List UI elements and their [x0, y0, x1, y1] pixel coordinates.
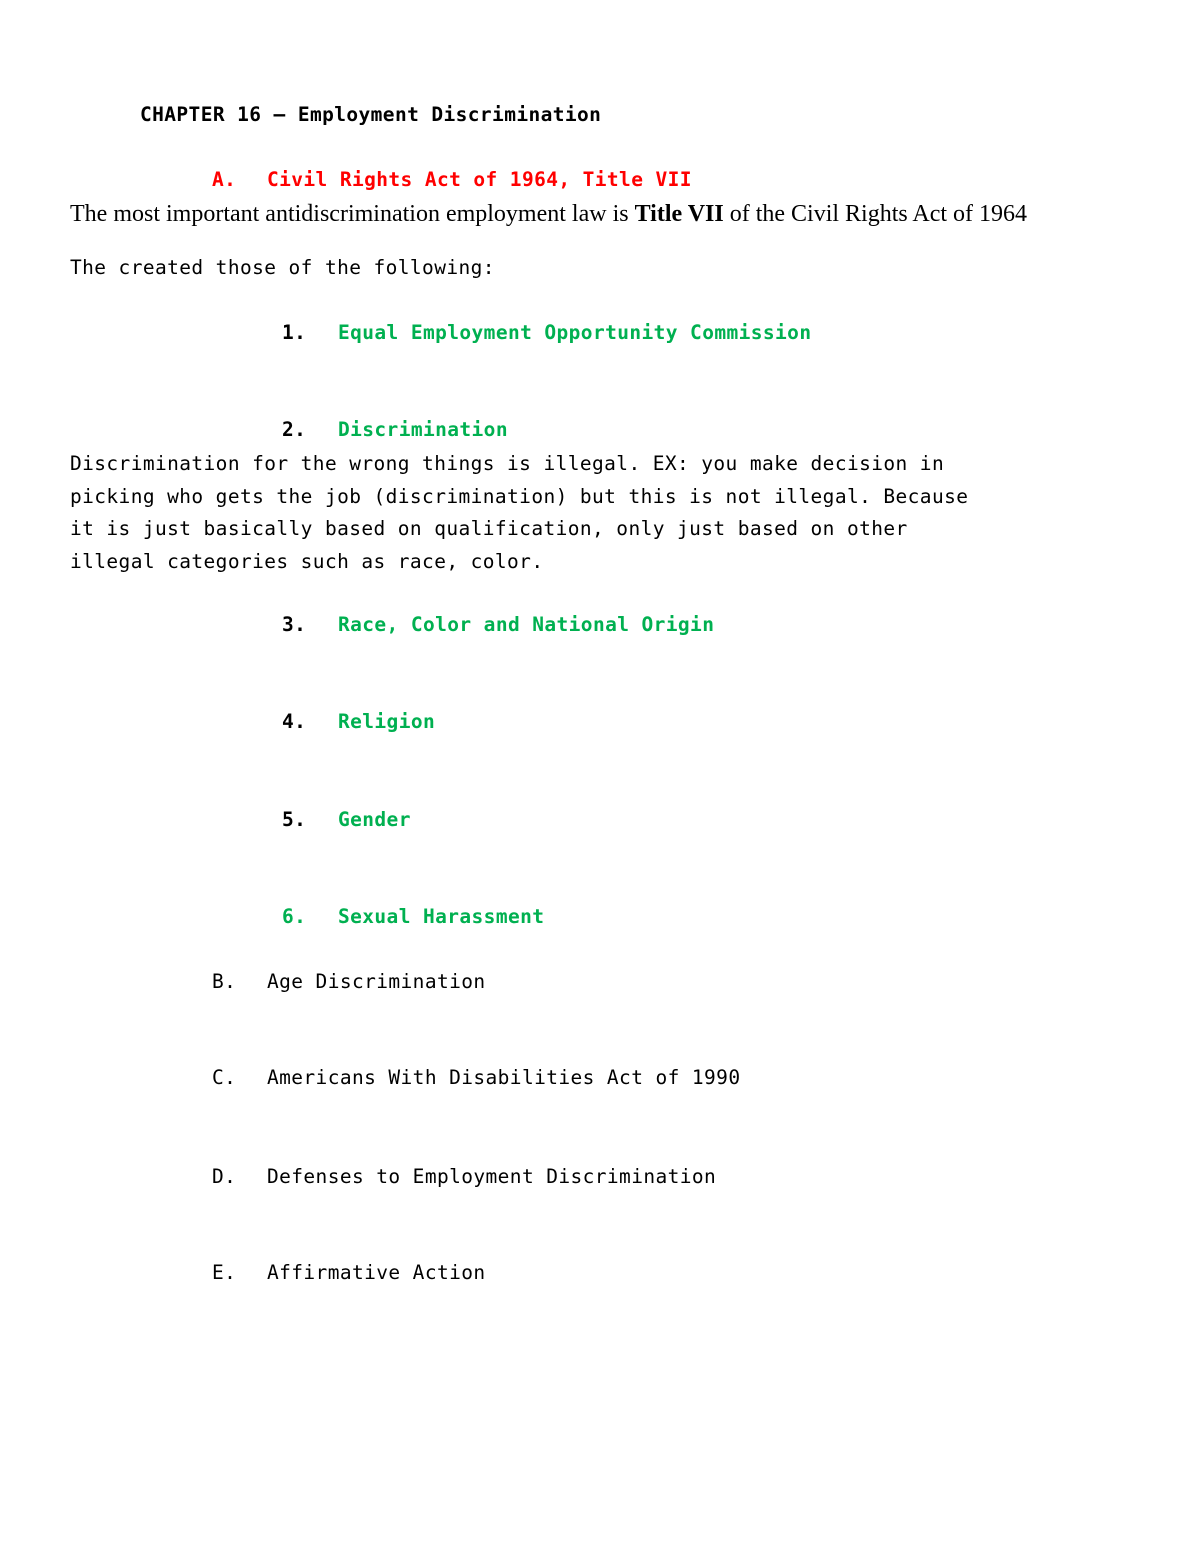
item-number-3: 3. — [282, 613, 307, 636]
intro-text-before: The most important antidiscrimination employment law is — [70, 201, 635, 227]
intro-text-after: of the Civil Rights Act of 1964 — [723, 201, 1028, 227]
intro-emphasis: Title VII — [634, 201, 724, 227]
item-label-4: Religion — [338, 710, 436, 733]
chapter-title: CHAPTER 16 – Employment Discrimination — [140, 103, 602, 126]
item-number-1: 1. — [282, 321, 307, 344]
section-b-letter: B. — [212, 970, 237, 993]
intro-paragraph — [70, 201, 1027, 228]
item-label-6: Sexual Harassment — [338, 905, 545, 928]
item-number-6: 6. — [282, 905, 307, 928]
item-label-2: Discrimination — [338, 418, 508, 441]
section-c-letter: C. — [212, 1066, 237, 1089]
item-number-2: 2. — [282, 418, 307, 441]
item-label-5: Gender — [338, 808, 411, 831]
created-line: The created those of the following: — [70, 256, 495, 279]
section-b-title: Age Discrimination — [267, 970, 486, 993]
section-d-title: Defenses to Employment Discrimination — [267, 1165, 717, 1188]
section-a-letter: A. — [212, 168, 237, 191]
section-c-title: Americans With Disabilities Act of 1990 — [267, 1066, 741, 1089]
section-e-letter: E. — [212, 1261, 237, 1284]
section-a-title: Civil Rights Act of 1964, Title VII — [267, 168, 692, 191]
discrimination-paragraph: Discrimination for the wrong things is illegal. EX: you make decision in picking who gets the job (discrimination) but this is not illegal. Because it is just basically based on qualification, only just based on other illegal categories such as race, color. — [70, 452, 969, 573]
item-number-5: 5. — [282, 808, 307, 831]
item-label-3: Race, Color and National Origin — [338, 613, 715, 636]
item-number-4: 4. — [282, 710, 307, 733]
section-d-letter: D. — [212, 1165, 237, 1188]
item-label-1: Equal Employment Opportunity Commission — [338, 321, 812, 344]
section-e-title: Affirmative Action — [267, 1261, 486, 1284]
